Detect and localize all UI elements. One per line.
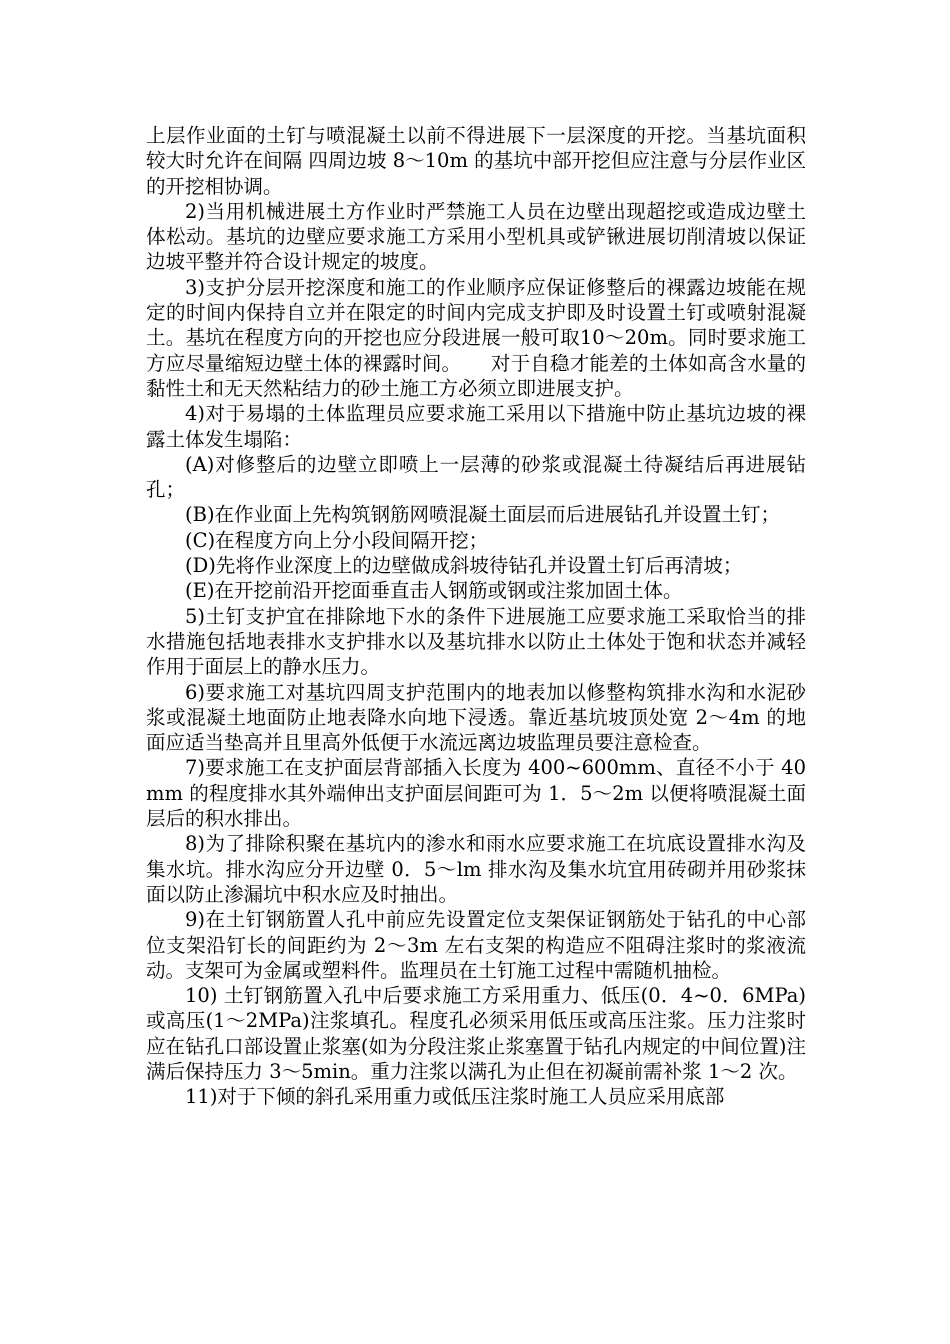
paragraph-item-7: 7)要求施工在支护面层背部插入长度为 400~600mm、直径不小于 40mm 的程度排水其外端伸出支护面层间距可为 1．5～2m 以便将喷混凝土面层后的积水排出。 xyxy=(146,756,806,831)
paragraph-item-4d: (D)先将作业深度上的边壁做成斜坡待钻孔并设置土钉后再清坡； xyxy=(185,554,743,578)
paragraph-item-4: 4)对于易塌的土体监理员应要求施工采用以下措施中防止基坑边坡的裸露土体发生塌陷： xyxy=(146,402,806,451)
paragraph-item-4a: (A)对修整后的边壁立即喷上一层薄的砂浆或混凝土待凝结后再进展钻孔； xyxy=(146,452,806,502)
paragraph-item-4b: (B)在作业面上先构筑钢筋网喷混凝土面层而后进展钻孔并设置土钉； xyxy=(185,503,781,527)
paragraph-item-11: 11)对于下倾的斜孔采用重力或低压注浆时施工人员应采用底部 xyxy=(185,1085,725,1109)
paragraph-continuation: 上层作业面的土钉与喷混凝土以前不得进展下一层深度的开挖。当基坑面积较大时允许在间隔 四周边坡 8～10m 的基坑中部开挖但应注意与分层作业区的开挖相协调。 xyxy=(146,124,806,198)
document-body xyxy=(146,123,806,1110)
paragraph-item-8: 8)为了排除积聚在基坑内的渗水和雨水应要求施工在坑底设置排水沟及集水坑。排水沟应分开边壁 0．5～lm 排水沟及集水坑宜用砖砌并用砂浆抹面以防止渗漏坑中积水应及时抽出。 xyxy=(146,832,806,906)
paragraph-item-9: 9)在土钉钢筋置人孔中前应先设置定位支架保证钢筋处于钻孔的中心部位支架沿钉长的间距约为 2～3m 左右支架的构造应不阻碍注浆时的浆液流动。支架可为金属或塑料件。监理员在土钉施工过程中需随机抽检。 xyxy=(146,908,806,982)
paragraph-item-10: 10) 土钉钢筋置入孔中后要求施工方采用重力、低压(0．4~0．6MPa)或高压(1～2MPa)注浆填孔。程度孔必须采用低压或高压注浆。压力注浆时应在钻孔口部设置止浆塞(如为分段注浆止浆塞置于钻孔内规定的中间位置)注满后保持压力 3～5min。重力注浆以满孔为止但在初凝前需补浆 1～2 次。 xyxy=(146,984,806,1083)
paragraph-item-4c: (C)在程度方向上分小段间隔开挖； xyxy=(185,528,489,552)
paragraph-item-4e: (E)在开挖前沿开挖面垂直击人钢筋或钢或注浆加固土体。 xyxy=(185,579,683,603)
paragraph-item-5: 5)土钉支护宜在排除地下水的条件下进展施工应要求施工采取恰当的排水措施包括地表排水支护排水以及基坑排水以防止土体处于饱和状态并减轻作用于面层上的静水压力。 xyxy=(146,604,806,679)
paragraph-item-2: 2)当用机械进展土方作业时严禁施工人员在边壁出现超挖或造成边壁土体松动。基坑的边壁应要求施工方采用小型机具或铲锹进展切削清坡以保证边坡平整并符合设计规定的坡度。 xyxy=(146,199,806,274)
paragraph-item-6: 6)要求施工对基坑四周支护范围内的地表加以修整构筑排水沟和水泥砂浆或混凝土地面防止地表降水向地下浸透。靠近基坑坡顶处宽 2～4m 的地面应适当垫高并且里高外低便于水流远离边坡监理员要注意检查。 xyxy=(146,680,806,755)
paragraph-item-3: 3)支护分层开挖深度和施工的作业顺序应保证修整后的裸露边坡能在规定的时间内保持自立并在限定的时间内完成支护即及时设置土钉或喷射混凝土。基坑在程度方向的开挖也应分段进展一般可取10～20m。同时要求施工方应尽量缩短边壁土体的裸露时间。 对于自稳才能差的土体如高含水量的黏性土和无天然粘结力的砂土施工方必须立即进展支护。 xyxy=(146,275,806,400)
